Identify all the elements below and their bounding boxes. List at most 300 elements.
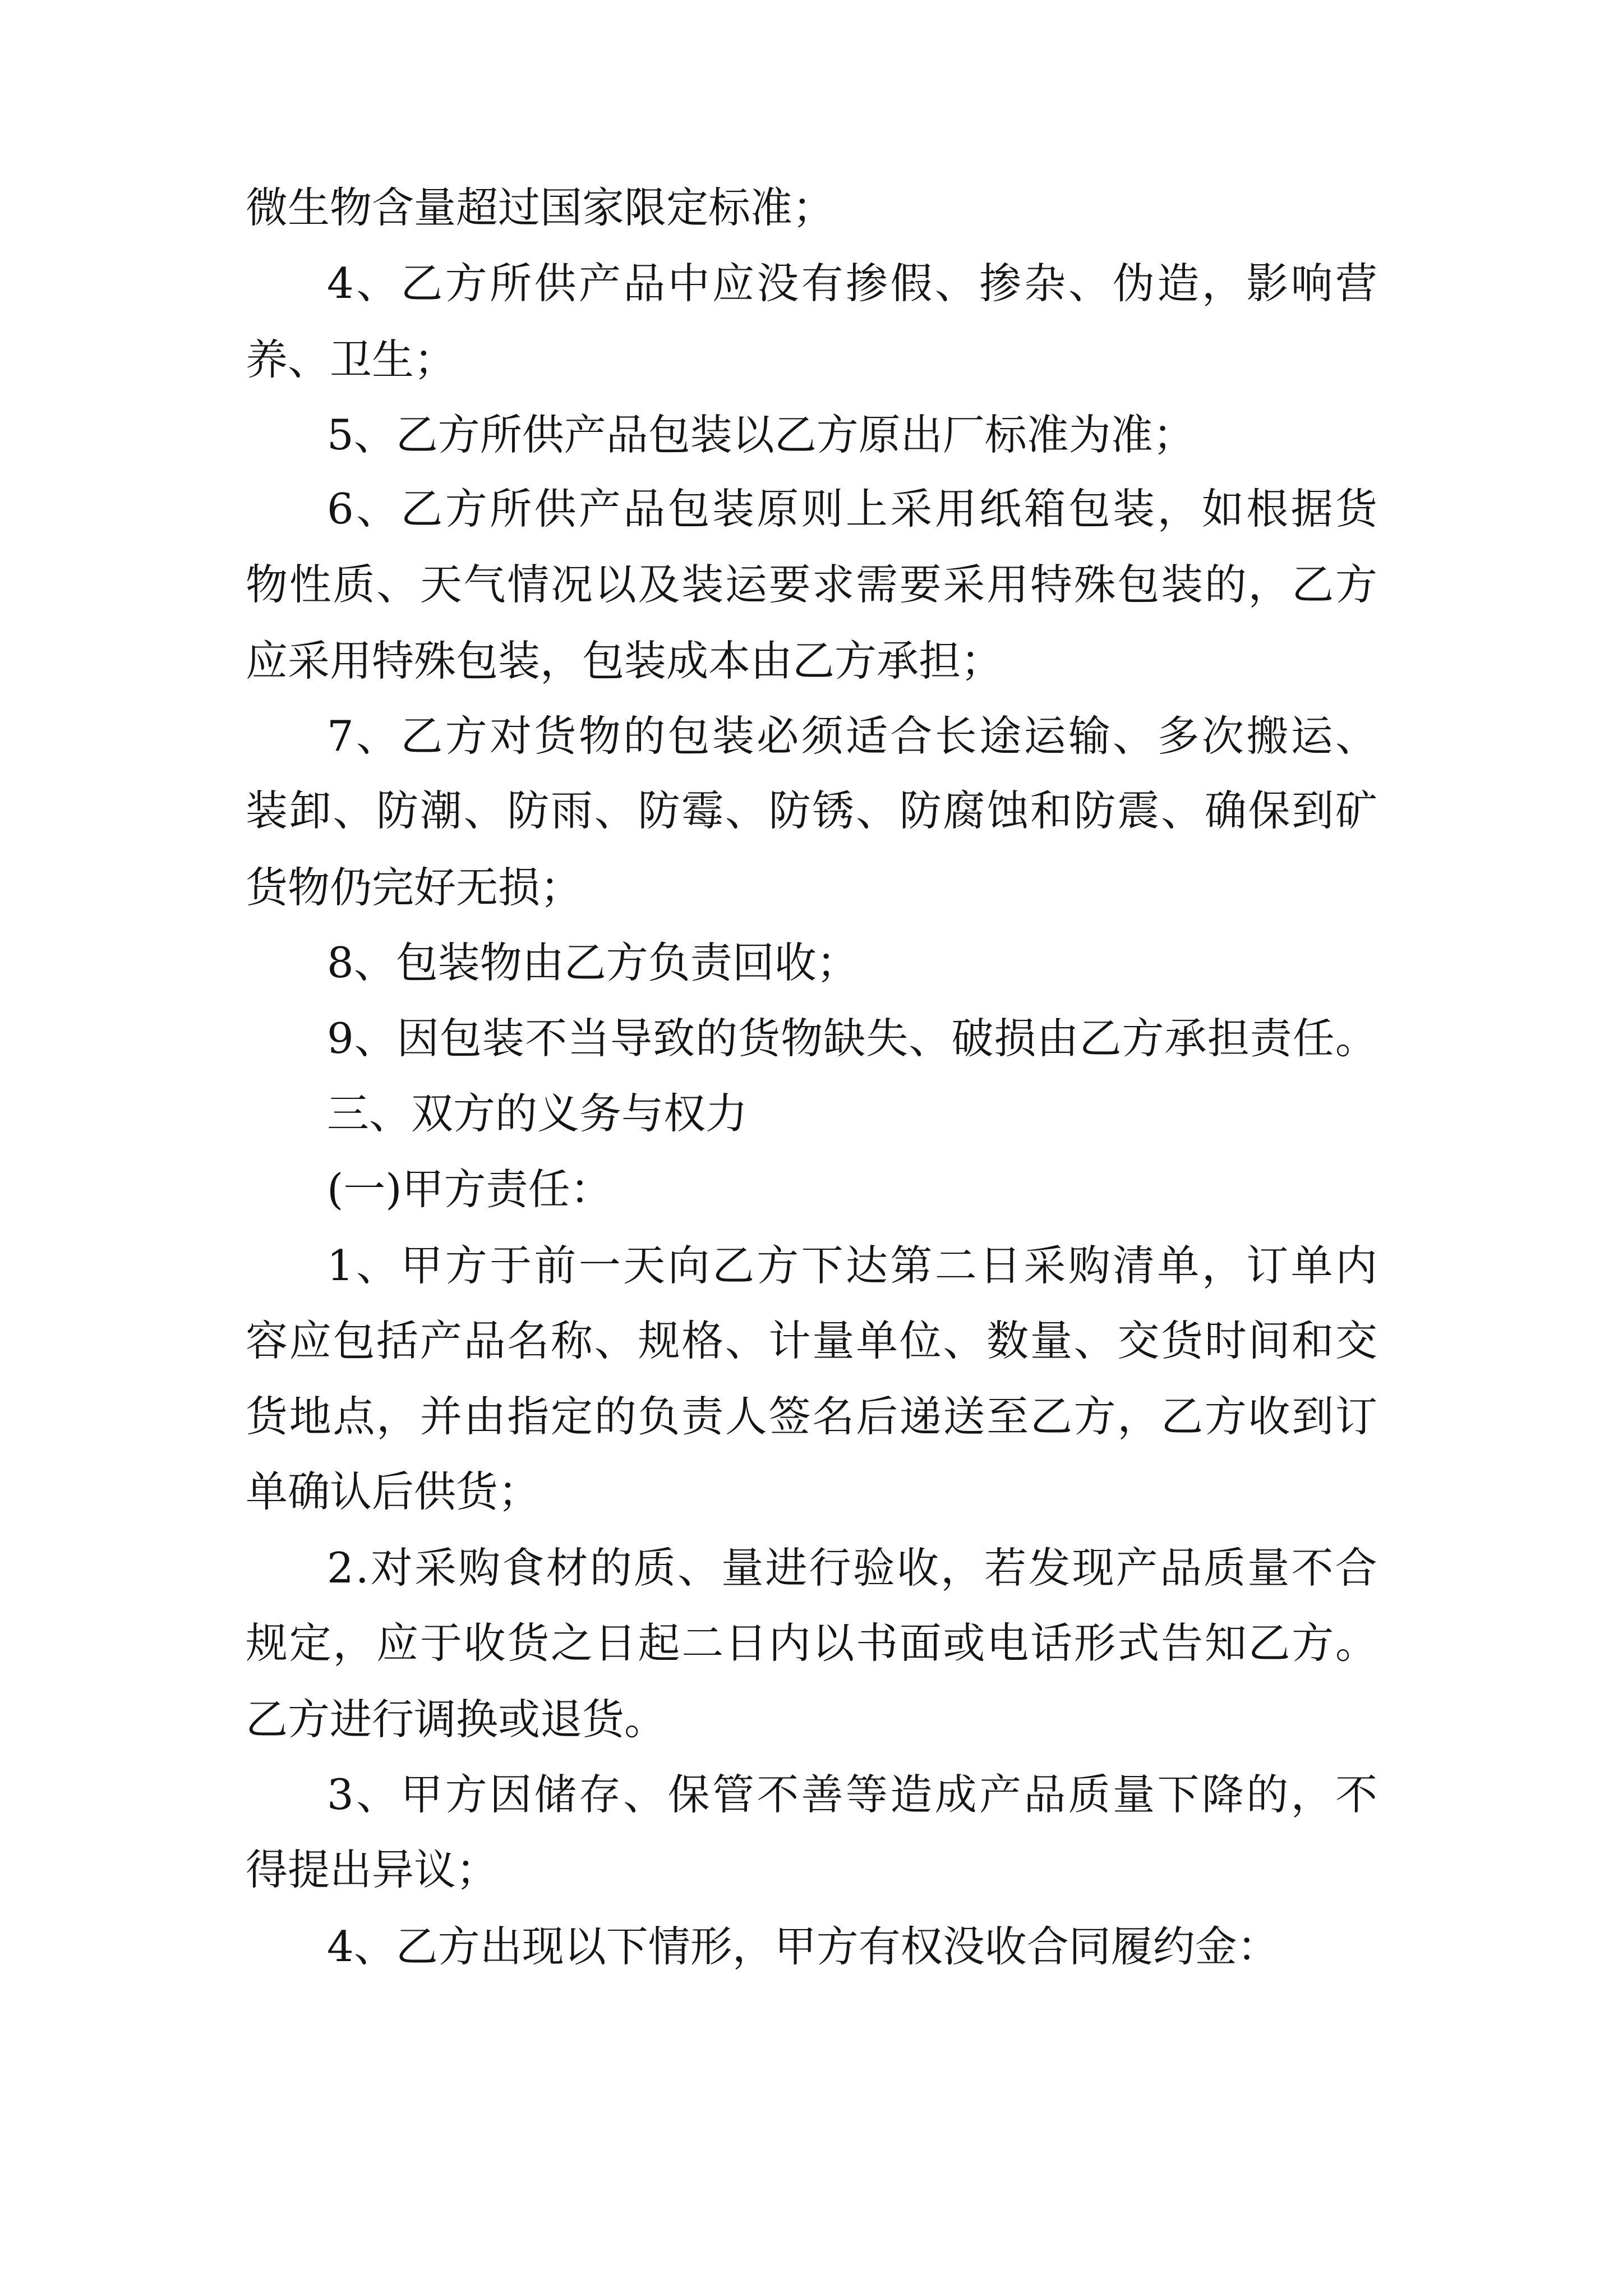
text-glyph: 知 — [1204, 1618, 1247, 1668]
text-glyph: 品 — [623, 259, 666, 308]
text-glyph: 定 — [289, 1618, 331, 1668]
text-glyph: 质 — [333, 560, 375, 609]
text-glyph: ， — [333, 1618, 375, 1668]
text-glyph: 方 — [445, 1770, 487, 1819]
text-glyph: 搬 — [1246, 711, 1289, 761]
text-glyph: 、 — [356, 711, 399, 761]
text-glyph: 存 — [578, 1770, 621, 1819]
text-glyph: 货 — [1161, 1316, 1204, 1365]
text-glyph: 9 — [327, 1014, 354, 1063]
text-glyph: ， — [1290, 1770, 1333, 1819]
text-glyph: 式 — [1117, 1618, 1160, 1668]
text-glyph: 运 — [1023, 711, 1066, 761]
text-glyph: 、 — [356, 1241, 399, 1290]
text-glyph: 3 — [327, 1770, 354, 1819]
text-glyph: 负 — [638, 1392, 680, 1441]
text-glyph: 进 — [765, 1543, 808, 1593]
text-glyph: 潮 — [419, 786, 462, 835]
text-glyph: 、 — [1161, 786, 1204, 835]
text-line: 货物仍完好无损； — [246, 863, 583, 912]
text-glyph: 乙 — [400, 484, 443, 533]
text-glyph: 二 — [681, 1618, 724, 1668]
text-glyph: 要 — [768, 560, 811, 609]
text-glyph: 致 — [653, 1014, 695, 1063]
text-glyph: 必 — [757, 711, 799, 761]
text-line — [327, 1766, 1377, 1823]
text-glyph: 电 — [986, 1618, 1029, 1668]
text-glyph: 保 — [667, 1770, 710, 1819]
text-glyph: 、 — [356, 1770, 399, 1819]
text-glyph: 、 — [356, 259, 399, 308]
text-line — [327, 708, 1377, 764]
text-glyph: 导 — [610, 1014, 653, 1063]
text-glyph: 起 — [638, 1618, 680, 1668]
text-glyph: 现 — [1072, 1543, 1114, 1593]
text-glyph: 应 — [712, 259, 754, 308]
text-glyph: 货 — [507, 1618, 550, 1668]
text-glyph: 、 — [943, 1316, 985, 1365]
text-glyph: 方 — [445, 711, 487, 761]
text-line — [327, 481, 1377, 537]
text-glyph: 装 — [246, 786, 288, 835]
text-glyph: 储 — [534, 1770, 577, 1819]
text-glyph: 采 — [414, 1543, 457, 1593]
text-glyph: 甲 — [400, 1241, 443, 1290]
text-glyph: 卸 — [289, 786, 331, 835]
text-glyph: 霉 — [681, 786, 724, 835]
text-glyph: 方 — [1073, 1392, 1116, 1441]
text-glyph: 成 — [934, 1770, 977, 1819]
text-glyph: 用 — [934, 484, 977, 533]
text-glyph: 输 — [1068, 711, 1110, 761]
text-glyph: 名 — [507, 1316, 550, 1365]
text-glyph: 造 — [1157, 259, 1200, 308]
text-glyph: 后 — [856, 1392, 898, 1441]
text-glyph: 单 — [1157, 1241, 1200, 1290]
text-glyph: 于 — [490, 1241, 532, 1290]
text-glyph: 量 — [1030, 1316, 1072, 1365]
text-glyph: 名 — [812, 1392, 855, 1441]
text-glyph: 购 — [1068, 1241, 1110, 1290]
text-glyph: 2 — [327, 1543, 354, 1593]
text-glyph: 物 — [781, 1014, 823, 1063]
text-glyph: ， — [1157, 484, 1200, 533]
text-glyph: 规 — [246, 1618, 288, 1668]
text-glyph: 到 — [1292, 1392, 1334, 1441]
text-glyph: 以 — [594, 560, 637, 609]
text-glyph: 不 — [757, 1770, 799, 1819]
text-line — [246, 783, 1377, 839]
text-glyph: 况 — [551, 560, 593, 609]
text-glyph: 量 — [812, 1316, 855, 1365]
text-glyph: 乙 — [1248, 1618, 1290, 1668]
text-glyph: 的 — [695, 1014, 738, 1063]
text-glyph: 品 — [1159, 1543, 1202, 1593]
text-glyph: 人 — [725, 1392, 767, 1441]
text-glyph: 4 — [327, 259, 354, 308]
text-glyph: 锈 — [812, 786, 855, 835]
text-glyph: 7 — [327, 711, 354, 761]
text-glyph: 、 — [909, 1014, 951, 1063]
text-glyph: 方 — [1292, 1618, 1334, 1668]
text-glyph: 所 — [490, 259, 532, 308]
text-glyph: 缺 — [823, 1014, 866, 1063]
text-glyph: 装 — [482, 1014, 524, 1063]
text-glyph: 防 — [638, 786, 680, 835]
text-glyph: 递 — [899, 1392, 942, 1441]
text-glyph: 清 — [1113, 1241, 1155, 1290]
text-glyph: 计 — [768, 1316, 811, 1365]
text-glyph: 到 — [1292, 786, 1334, 835]
text-glyph: 乙 — [400, 259, 443, 308]
text-glyph: 量 — [1113, 1770, 1155, 1819]
text-glyph: 产 — [979, 1770, 1022, 1819]
text-glyph: 货 — [246, 1392, 288, 1441]
text-glyph: 甲 — [400, 1770, 443, 1819]
text-glyph: 称 — [551, 1316, 593, 1365]
text-glyph: 包 — [667, 484, 710, 533]
text-glyph: 有 — [801, 259, 843, 308]
text-glyph: 达 — [846, 1241, 888, 1290]
text-glyph: 防 — [1073, 786, 1116, 835]
text-glyph: 日 — [979, 1241, 1022, 1290]
text-glyph: 装 — [712, 484, 754, 533]
text-glyph: 不 — [1291, 1543, 1334, 1593]
text-glyph: 应 — [289, 1316, 331, 1365]
text-glyph: 由 — [1036, 1014, 1079, 1063]
text-glyph: 材 — [546, 1543, 588, 1593]
text-glyph: 则 — [801, 484, 843, 533]
text-glyph: 方 — [445, 259, 487, 308]
text-glyph: 需 — [856, 560, 898, 609]
text-glyph: 根 — [1246, 484, 1289, 533]
text-glyph: 不 — [1335, 1770, 1377, 1819]
text-glyph: 话 — [1030, 1618, 1072, 1668]
text-glyph: 上 — [846, 484, 888, 533]
text-glyph: 、 — [594, 786, 637, 835]
text-glyph: 采 — [1023, 1241, 1066, 1290]
text-glyph: 、 — [1335, 711, 1377, 761]
text-glyph: 、 — [376, 560, 419, 609]
text-glyph: 质 — [1068, 1770, 1110, 1819]
text-glyph: 。 — [1335, 1014, 1377, 1063]
text-line — [246, 1388, 1377, 1444]
text-glyph: 对 — [490, 711, 532, 761]
text-glyph: 伪 — [1113, 259, 1155, 308]
text-glyph: 多 — [1157, 711, 1200, 761]
text-glyph: 运 — [725, 560, 767, 609]
text-glyph: 及 — [638, 560, 680, 609]
text-glyph: 特 — [1030, 560, 1072, 609]
text-line — [246, 1615, 1377, 1671]
text-glyph: 产 — [578, 484, 621, 533]
text-glyph: 震 — [1117, 786, 1160, 835]
text-glyph: 管 — [712, 1770, 754, 1819]
text-glyph: 气 — [463, 560, 506, 609]
text-glyph: 纸 — [979, 484, 1022, 533]
text-glyph: ， — [1201, 259, 1244, 308]
text-glyph: 采 — [943, 560, 985, 609]
text-glyph: 、 — [1113, 711, 1155, 761]
text-glyph: 方 — [757, 1241, 799, 1290]
text-glyph: 间 — [1248, 1316, 1290, 1365]
text-glyph: 、 — [856, 786, 898, 835]
text-glyph: 善 — [801, 1770, 843, 1819]
text-glyph: 方 — [445, 1241, 487, 1290]
text-glyph: 包 — [333, 1316, 375, 1365]
text-line: 5、乙方所供产品包装以乙方原出厂标准为准； — [327, 410, 1195, 459]
text-glyph: 中 — [667, 259, 710, 308]
text-glyph: 货 — [738, 1014, 781, 1063]
text-glyph: 原 — [757, 484, 799, 533]
text-glyph: 乙 — [712, 1241, 754, 1290]
text-glyph: 指 — [507, 1392, 550, 1441]
text-glyph: ， — [376, 1392, 419, 1441]
text-glyph: 损 — [994, 1014, 1036, 1063]
text-glyph: 订 — [1335, 1392, 1377, 1441]
text-glyph: 包 — [667, 711, 710, 761]
text-glyph: 破 — [951, 1014, 994, 1063]
text-line: 微生物含量超过国家限定标准； — [246, 183, 835, 232]
text-glyph: 用 — [986, 560, 1029, 609]
text-glyph: 应 — [376, 1618, 419, 1668]
text-glyph: 、 — [463, 786, 506, 835]
text-glyph: 杂 — [1023, 259, 1066, 308]
text-glyph: 位 — [899, 1316, 942, 1365]
text-glyph: 品 — [1023, 1770, 1066, 1819]
text-glyph: 采 — [890, 484, 933, 533]
text-glyph: 确 — [1204, 786, 1247, 835]
text-glyph: 规 — [638, 1316, 680, 1365]
text-glyph: 供 — [534, 259, 577, 308]
text-glyph: ， — [1117, 1392, 1160, 1441]
text-glyph: 面 — [899, 1618, 942, 1668]
text-glyph: 签 — [768, 1392, 811, 1441]
text-glyph: 保 — [1248, 786, 1290, 835]
text-glyph: 承 — [1164, 1014, 1207, 1063]
text-glyph: 防 — [376, 786, 419, 835]
text-glyph: 假 — [890, 259, 933, 308]
text-glyph: 掺 — [846, 259, 888, 308]
text-glyph: 、 — [354, 1014, 396, 1063]
text-glyph: 、 — [594, 1316, 637, 1365]
text-glyph: 防 — [507, 786, 550, 835]
text-glyph: 、 — [934, 259, 977, 308]
text-glyph: 乙 — [1292, 560, 1334, 609]
text-glyph: 担 — [1207, 1014, 1249, 1063]
text-glyph: 乙 — [1079, 1014, 1122, 1063]
text-line: 8、包装物由乙方负责回收； — [327, 938, 859, 987]
text-glyph: 情 — [507, 560, 550, 609]
text-glyph: 货 — [534, 711, 577, 761]
text-glyph: 合 — [890, 711, 933, 761]
text-glyph: 括 — [376, 1316, 419, 1365]
text-glyph: 运 — [1290, 711, 1333, 761]
text-glyph: 、 — [333, 786, 375, 835]
text-glyph: 性 — [289, 560, 331, 609]
text-line: 三、双方的义务与权力 — [327, 1089, 748, 1138]
text-glyph: 装 — [1113, 484, 1155, 533]
text-glyph: 的 — [589, 1543, 632, 1593]
text-glyph: 包 — [1117, 560, 1160, 609]
text-glyph: 若 — [984, 1543, 1027, 1593]
text-glyph: 责 — [681, 1392, 724, 1441]
text-line — [246, 556, 1377, 613]
text-glyph: 日 — [594, 1618, 637, 1668]
text-glyph: 单 — [856, 1316, 898, 1365]
text-glyph: 形 — [1073, 1618, 1116, 1668]
text-glyph: 次 — [1201, 711, 1244, 761]
text-glyph: 容 — [246, 1316, 288, 1365]
text-glyph: 雨 — [551, 786, 593, 835]
text-glyph: 殊 — [1073, 560, 1116, 609]
text-glyph: 质 — [633, 1543, 676, 1593]
text-glyph: 送 — [943, 1392, 985, 1441]
text-glyph: 要 — [899, 560, 942, 609]
text-glyph: 包 — [1068, 484, 1110, 533]
text-line: 乙方进行调换或退货。 — [246, 1695, 667, 1744]
text-glyph: 包 — [439, 1014, 482, 1063]
text-glyph: 量 — [1247, 1543, 1290, 1593]
text-glyph: 格 — [681, 1316, 724, 1365]
text-glyph: 收 — [463, 1618, 506, 1668]
text-glyph: 产 — [1115, 1543, 1158, 1593]
text-glyph: 失 — [866, 1014, 909, 1063]
text-line — [327, 255, 1377, 311]
text-glyph: 方 — [1335, 560, 1377, 609]
text-glyph: 或 — [943, 1618, 985, 1668]
text-line: (一)甲方责任： — [327, 1165, 612, 1214]
text-glyph: 和 — [1030, 786, 1072, 835]
text-glyph: 装 — [712, 711, 754, 761]
text-glyph: 掺 — [979, 259, 1022, 308]
text-line — [246, 1313, 1377, 1369]
text-glyph: 须 — [801, 711, 843, 761]
text-glyph: 求 — [812, 560, 855, 609]
text-glyph: 对 — [370, 1543, 413, 1593]
text-glyph: 乙 — [1030, 1392, 1072, 1441]
text-glyph: 一 — [578, 1241, 621, 1290]
text-glyph: 订 — [1246, 1241, 1289, 1290]
text-glyph: 时 — [1204, 1316, 1247, 1365]
text-glyph: 途 — [979, 711, 1022, 761]
text-glyph: 品 — [463, 1316, 506, 1365]
text-glyph: 食 — [502, 1543, 545, 1593]
text-glyph: 下 — [1157, 1770, 1200, 1819]
text-glyph: 验 — [852, 1543, 895, 1593]
text-glyph: 产 — [578, 259, 621, 308]
text-glyph: 前 — [534, 1241, 577, 1290]
text-glyph: 矿 — [1335, 786, 1377, 835]
text-glyph: 1 — [327, 1241, 354, 1290]
text-glyph: 单 — [1290, 1241, 1333, 1290]
text-glyph: 任 — [1292, 1014, 1335, 1063]
text-glyph: 地 — [289, 1392, 331, 1441]
text-glyph: 长 — [934, 711, 977, 761]
text-glyph: 影 — [1246, 259, 1289, 308]
text-glyph: 至 — [986, 1392, 1029, 1441]
text-glyph: 发 — [1028, 1543, 1071, 1593]
text-glyph: 、 — [1068, 259, 1110, 308]
text-glyph: 装 — [1161, 560, 1204, 609]
text-glyph: 响 — [1290, 259, 1333, 308]
text-glyph: 天 — [623, 1241, 666, 1290]
text-line — [327, 1237, 1377, 1294]
text-glyph: 所 — [490, 484, 532, 533]
text-glyph: 防 — [899, 786, 942, 835]
text-glyph: 、 — [725, 1316, 767, 1365]
text-glyph: 书 — [856, 1618, 898, 1668]
text-glyph: 造 — [890, 1770, 933, 1819]
text-glyph: ， — [1248, 560, 1290, 609]
text-glyph: 由 — [463, 1392, 506, 1441]
text-glyph: 内 — [1335, 1241, 1377, 1290]
text-glyph: 于 — [419, 1618, 462, 1668]
text-line: 单确认后供货； — [246, 1467, 541, 1516]
text-glyph: 产 — [419, 1316, 462, 1365]
text-glyph: 物 — [246, 560, 288, 609]
text-glyph: 购 — [458, 1543, 501, 1593]
text-line: 应采用特殊包装，包装成本由乙方承担； — [246, 636, 1003, 685]
text-glyph: 箱 — [1023, 484, 1066, 533]
text-glyph: 如 — [1201, 484, 1244, 533]
text-glyph: 收 — [1248, 1392, 1290, 1441]
text-glyph: 的 — [1246, 1770, 1289, 1819]
text-glyph: 下 — [801, 1241, 843, 1290]
text-glyph: 量 — [721, 1543, 764, 1593]
text-glyph: 的 — [623, 711, 666, 761]
text-glyph: ， — [940, 1543, 983, 1593]
text-glyph: 方 — [1204, 1392, 1247, 1441]
text-glyph: 点 — [333, 1392, 375, 1441]
text-glyph: 蚀 — [986, 786, 1029, 835]
text-glyph: 质 — [1204, 1543, 1246, 1593]
text-line: 养、卫生； — [246, 335, 457, 384]
text-glyph: 收 — [896, 1543, 939, 1593]
text-line — [327, 1010, 1377, 1066]
text-glyph: 合 — [1335, 1543, 1377, 1593]
text-glyph: 装 — [681, 560, 724, 609]
text-glyph: 数 — [986, 1316, 1029, 1365]
text-glyph: 、 — [725, 786, 767, 835]
text-glyph: 没 — [757, 259, 799, 308]
text-glyph: 因 — [490, 1770, 532, 1819]
text-glyph: 二 — [934, 1241, 977, 1290]
text-glyph: 方 — [1122, 1014, 1164, 1063]
text-glyph: 物 — [578, 711, 621, 761]
text-glyph: 。 — [1335, 1618, 1377, 1668]
text-glyph: 、 — [677, 1543, 720, 1593]
text-glyph: 天 — [419, 560, 462, 609]
text-glyph: 、 — [356, 484, 399, 533]
text-glyph: 不 — [524, 1014, 567, 1063]
text-glyph: 品 — [623, 484, 666, 533]
text-glyph: 方 — [445, 484, 487, 533]
text-glyph: 等 — [846, 1770, 888, 1819]
text-glyph: 营 — [1335, 259, 1377, 308]
text-glyph: 乙 — [400, 711, 443, 761]
text-glyph: 日 — [725, 1618, 767, 1668]
text-glyph: 之 — [551, 1618, 593, 1668]
text-glyph: 供 — [534, 484, 577, 533]
text-glyph: 据 — [1290, 484, 1333, 533]
text-glyph: 内 — [768, 1618, 811, 1668]
text-glyph: 责 — [1249, 1014, 1292, 1063]
text-glyph: 适 — [846, 711, 888, 761]
text-glyph: . — [355, 1543, 369, 1593]
text-glyph: 以 — [812, 1618, 855, 1668]
text-glyph: 向 — [667, 1241, 710, 1290]
